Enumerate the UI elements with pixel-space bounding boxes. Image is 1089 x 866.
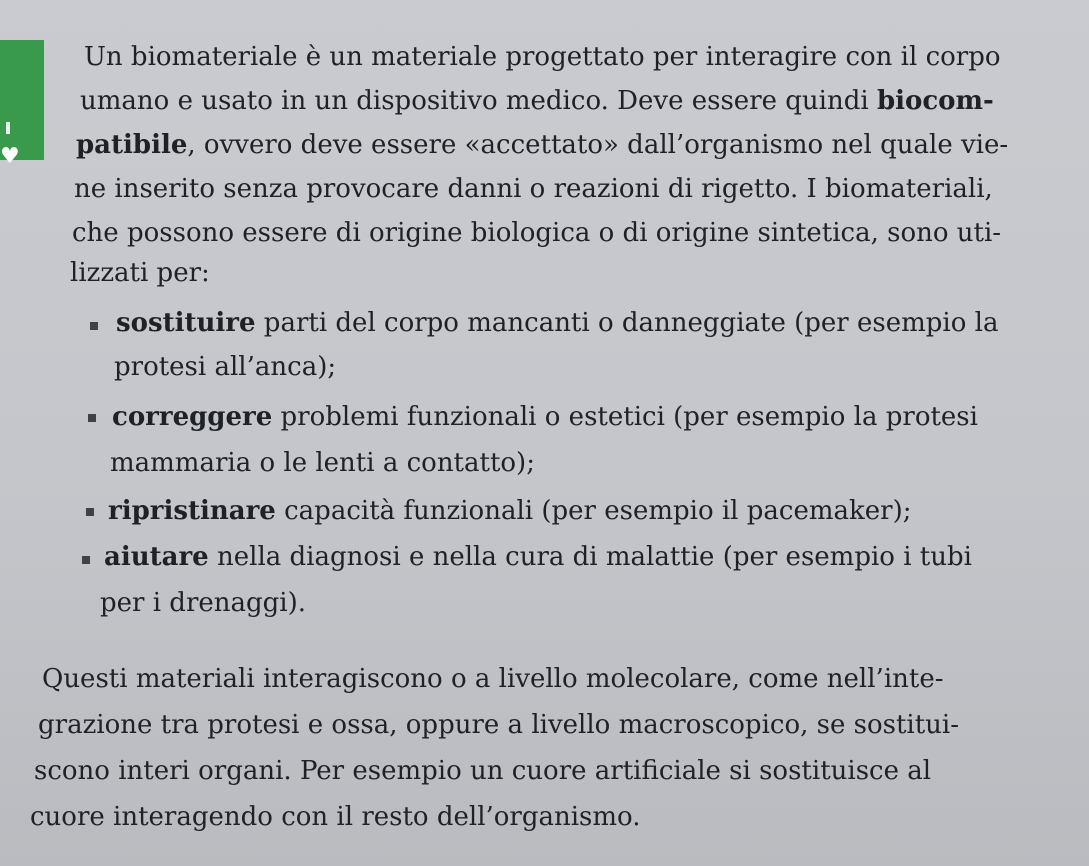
heart-icon: ♥ bbox=[0, 144, 20, 169]
list-item-text: problemi funzionali o estetici (per esempio la protesi bbox=[272, 402, 978, 432]
intro-line-1: Un biomateriale è un materiale progettato per interagire con il corpo bbox=[84, 42, 1001, 72]
tab-mark bbox=[6, 122, 10, 134]
list-item-keyword: aiutare bbox=[104, 542, 209, 572]
list-item-text: capacità funzionali (per esempio il pacemaker); bbox=[275, 496, 912, 526]
outro-line-2: grazione tra protesi e ossa, oppure a livello macroscopico, se sostitui- bbox=[38, 710, 960, 740]
intro-line-2-text: umano e usato in un dispositivo medico. Deve essere quindi bbox=[80, 86, 869, 116]
list-item-continuation: mammaria o le lenti a contatto); bbox=[110, 448, 535, 478]
list-item-line bbox=[104, 538, 972, 576]
bullet-square-icon bbox=[86, 508, 94, 516]
biocompatibile-term-part2: patibile bbox=[76, 130, 188, 160]
list-item-continuation: per i drenaggi). bbox=[100, 588, 307, 618]
bullet-square-icon bbox=[90, 322, 98, 330]
list-item-text: nella diagnosi e nella cura di malattie (per esempio i tubi bbox=[208, 542, 972, 572]
biocompatibile-term-part1: biocom- bbox=[876, 86, 994, 116]
bullet-square-icon bbox=[82, 556, 90, 564]
bullet-square-icon bbox=[88, 414, 96, 422]
list-item-text: parti del corpo mancanti o danneggiate (per esempio la bbox=[255, 308, 999, 338]
list-item-keyword: ripristinare bbox=[108, 496, 276, 526]
intro-line-5: che possono essere di origine biologica o di origine sintetica, sono uti- bbox=[72, 218, 1002, 248]
list-item-line bbox=[116, 304, 998, 342]
side-margin-tab bbox=[0, 40, 44, 169]
list-item-continuation: protesi all’anca); bbox=[114, 352, 337, 382]
list-item-keyword: sostituire bbox=[116, 308, 256, 338]
intro-line-3 bbox=[76, 126, 1008, 164]
outro-line-4: cuore interagendo con il resto dell’organismo. bbox=[30, 802, 641, 832]
outro-line-1: Questi materiali interagiscono o a livello molecolare, come nell’inte- bbox=[42, 664, 944, 694]
intro-line-6: lizzati per: bbox=[70, 258, 210, 288]
list-item-line bbox=[112, 398, 978, 436]
intro-line-4: ne inserito senza provocare danni o reazioni di rigetto. I biomateriali, bbox=[74, 174, 993, 204]
outro-line-3: scono interi organi. Per esempio un cuore artificiale si sostituisce al bbox=[34, 756, 932, 786]
list-item-keyword: correggere bbox=[112, 402, 273, 432]
list-item-line bbox=[108, 492, 911, 530]
intro-line-3-text: , ovvero deve essere «accettato» dall’organismo nel quale vie- bbox=[187, 130, 1009, 160]
intro-line-2 bbox=[80, 82, 994, 120]
